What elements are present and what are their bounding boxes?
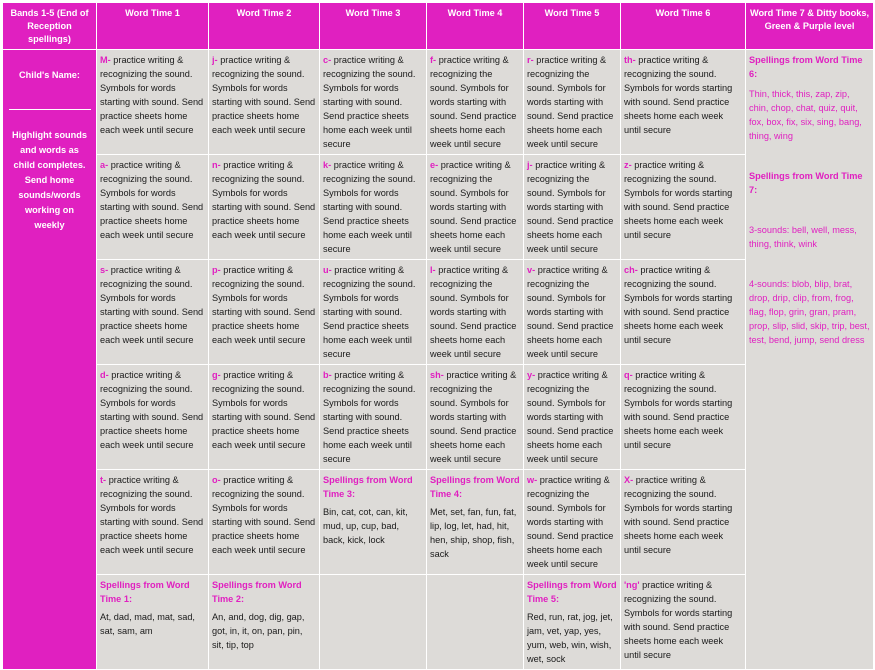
table-cell <box>427 575 524 670</box>
table-cell <box>524 575 621 670</box>
wt6-spellings-words: Thin, thick, this, zap, zip, chin, chop, chat, quiz, quit, fox, box, fix, six, sing, bang, thing, wing <box>749 89 862 141</box>
table-cell <box>524 260 621 365</box>
sound-instructions: practice writing & recognizing the sound. Symbols for words starting with sound. Send practice sheets home each week until secure <box>100 265 204 345</box>
table-cell <box>427 365 524 470</box>
table-row <box>3 155 874 260</box>
header-word-time-5: Word Time 5 <box>524 3 621 50</box>
sound-lead: f- <box>430 55 437 65</box>
sound-lead: ch- <box>624 265 638 275</box>
sound-instructions: practice writing & recognizing the sound. Symbols for words starting with sound. Send practice sheets home each week until secure <box>527 370 614 464</box>
header-word-time-3: Word Time 3 <box>320 3 427 50</box>
sound-lead: o- <box>212 475 221 485</box>
spellings-words: Bin, cat, cot, can, kit, mud, up, cup, bad, back, kick, lock <box>323 507 408 545</box>
sound-instructions: practice writing & recognizing the sound. Symbols for words starting with sound. Send practice sheets home each week until secure <box>624 160 733 240</box>
sound-instructions: practice writing & recognizing the sound. Symbols for words starting with sound. Send practice sheets home each week until secure <box>624 475 733 555</box>
sound-instructions: practice writing & recognizing the sound. Symbols for words starting with sound. Send practice sheets home each week until secure <box>527 160 614 254</box>
spellings-words: Red, run, rat, jog, jet, jam, vet, yap, yes, yum, web, win, wish, wet, sock <box>527 612 613 664</box>
sound-lead: l- <box>430 265 436 275</box>
sound-lead: v- <box>527 265 536 275</box>
sound-instructions: practice writing & recognizing the sound. Symbols for words starting with sound. Send practice sheets home each week until secure <box>323 265 416 359</box>
sound-lead: n- <box>212 160 221 170</box>
table-row <box>3 470 874 575</box>
instructions-text: Highlight sounds and words as child completes. Send home sounds/words working on weekly <box>11 130 88 230</box>
table-cell <box>209 50 320 155</box>
sound-instructions: practice writing & recognizing the sound. Symbols for words starting with sound. Send practice sheets home each week until secure <box>323 160 416 254</box>
sound-instructions: practice writing & recognizing the sound. Symbols for words starting with sound. Send practice sheets home each week until secure <box>212 55 316 135</box>
sound-lead: z- <box>624 160 632 170</box>
table-cell <box>524 155 621 260</box>
header-word-time-2: Word Time 2 <box>209 3 320 50</box>
sound-lead: j- <box>527 160 533 170</box>
table-cell <box>209 365 320 470</box>
sound-instructions: practice writing & recognizing the sound. Symbols for words starting with sound. Send practice sheets home each week until secure <box>430 55 517 149</box>
header-word-time-4: Word Time 4 <box>427 3 524 50</box>
spellings-title: Spellings from Word Time 4: <box>430 475 520 499</box>
table-cell <box>524 470 621 575</box>
table-cell <box>320 155 427 260</box>
sound-instructions: practice writing & recognizing the sound. Symbols for words starting with sound. Send practice sheets home each week until secure <box>430 370 517 464</box>
sound-lead: q- <box>624 370 633 380</box>
table-cell <box>427 260 524 365</box>
sound-lead: c- <box>323 55 332 65</box>
spellings-words: An, and, dog, dig, gap, got, in, it, on, pan, pin, sit, tip, top <box>212 612 305 650</box>
sound-instructions: practice writing & recognizing the sound. Symbols for words starting with sound. Send practice sheets home each week until secure <box>212 370 316 450</box>
four-sounds-words: 4-sounds: blob, blip, brat, drop, drip, clip, from, frog, flag, flop, grin, gran, pram, prop, slip, slid, skip, trip, best, test, bend, jump, send dress <box>749 279 870 345</box>
sound-instructions: practice writing & recognizing the sound. Symbols for words starting with sound. Send practice sheets home each week until secure <box>527 475 614 569</box>
sound-lead: g- <box>212 370 221 380</box>
sound-instructions: practice writing & recognizing the sound. Symbols for words starting with sound. Send practice sheets home each week until secure <box>430 265 517 359</box>
three-sounds-words: 3-sounds: bell, well, mess, thing, think, wink <box>749 225 857 249</box>
sound-instructions: practice writing & recognizing the sound. Symbols for words starting with sound. Send practice sheets home each week until secure <box>430 160 517 254</box>
child-info-column <box>3 50 97 670</box>
sound-lead: p- <box>212 265 221 275</box>
table-cell <box>209 575 320 670</box>
sound-instructions: practice writing & recognizing the sound. Symbols for words starting with sound. Send practice sheets home each week until secure <box>212 160 316 240</box>
sound-instructions: practice writing & recognizing the sound. Symbols for words starting with sound. Send practice sheets home each week until secure <box>212 265 316 345</box>
header-word-time-6: Word Time 6 <box>621 3 746 50</box>
sound-lead: X- <box>624 475 634 485</box>
sound-lead: th- <box>624 55 636 65</box>
table-cell <box>427 155 524 260</box>
wt7-spellings-title: Spellings from Word Time 7: <box>749 171 863 195</box>
spellings-title: Spellings from Word Time 2: <box>212 580 302 604</box>
sound-lead: y- <box>527 370 536 380</box>
sound-lead: 'ng' <box>624 580 640 590</box>
table-cell <box>621 155 746 260</box>
table-cell <box>427 470 524 575</box>
table-row <box>3 260 874 365</box>
table-cell <box>320 575 427 670</box>
header-row <box>3 3 874 50</box>
sound-instructions: practice writing & recognizing the sound. Symbols for words starting with sound. Send practice sheets home each week until secure <box>212 475 316 555</box>
table-cell <box>97 155 209 260</box>
sound-instructions: practice writing & recognizing the sound. Symbols for words starting with sound. Send practice sheets home each week until secure <box>527 265 614 359</box>
table-cell <box>621 365 746 470</box>
sound-lead: j- <box>212 55 218 65</box>
sound-lead: e- <box>430 160 439 170</box>
sound-instructions: practice writing & recognizing the sound. Symbols for words starting with sound. Send practice sheets home each week until secure <box>100 160 204 240</box>
sound-lead: sh- <box>430 370 444 380</box>
sound-instructions: practice writing & recognizing the sound. Symbols for words starting with sound. Send practice sheets home each week until secure <box>624 55 733 135</box>
childs-name-label: Child's Name: <box>19 70 80 80</box>
table-row <box>3 365 874 470</box>
spellings-title: Spellings from Word Time 5: <box>527 580 617 604</box>
sound-instructions: practice writing & recognizing the sound. Symbols for words starting with sound. Send practice sheets home each week until secure <box>624 265 733 345</box>
sound-lead: s- <box>100 265 109 275</box>
header-word-time-7: Word Time 7 & Ditty books, Green & Purple level <box>746 3 874 50</box>
sound-lead: b- <box>323 370 332 380</box>
sound-instructions: practice writing & recognizing the sound. Symbols for words starting with sound. Send practice sheets home each week until secure <box>323 55 416 149</box>
sound-lead: t- <box>100 475 107 485</box>
table-row <box>3 575 874 670</box>
table-cell <box>209 470 320 575</box>
table-cell <box>97 575 209 670</box>
sound-lead: M- <box>100 55 111 65</box>
spellings-table <box>2 2 874 670</box>
sound-instructions: practice writing & recognizing the sound. Symbols for words starting with sound. Send practice sheets home each week until secure <box>624 580 733 660</box>
sound-instructions: practice writing & recognizing the sound. Symbols for words starting with sound. Send practice sheets home each week until secure <box>527 55 614 149</box>
table-cell <box>621 575 746 670</box>
sound-instructions: practice writing & recognizing the sound. Symbols for words starting with sound. Send practice sheets home each week until secure <box>323 370 416 464</box>
table-cell <box>621 50 746 155</box>
table-cell <box>621 470 746 575</box>
sound-lead: d- <box>100 370 109 380</box>
table-cell <box>209 260 320 365</box>
sound-instructions: practice writing & recognizing the sound. Symbols for words starting with sound. Send practice sheets home each week until secure <box>100 370 204 450</box>
word-time-7-column <box>746 50 874 670</box>
spellings-words: Met, set, fan, fun, fat, lip, log, let, had, hit, hen, ship, shop, fish, sack <box>430 507 517 559</box>
sound-instructions: practice writing & recognizing the sound. Symbols for words starting with sound. Send practice sheets home each week until secure <box>100 475 204 555</box>
sound-lead: a- <box>100 160 109 170</box>
header-word-time-1: Word Time 1 <box>97 3 209 50</box>
sound-lead: r- <box>527 55 534 65</box>
table-cell <box>320 260 427 365</box>
spellings-title: Spellings from Word Time 3: <box>323 475 413 499</box>
table-cell <box>320 470 427 575</box>
table-cell <box>320 50 427 155</box>
table-cell <box>97 365 209 470</box>
table-cell <box>524 365 621 470</box>
table-cell <box>320 365 427 470</box>
table-cell <box>97 50 209 155</box>
table-cell <box>621 260 746 365</box>
table-cell <box>524 50 621 155</box>
header-bands: Bands 1-5 (End of Reception spellings) <box>3 3 97 50</box>
table-cell <box>209 155 320 260</box>
sound-lead: u- <box>323 265 332 275</box>
table-cell <box>97 260 209 365</box>
childs-name-blank <box>9 97 91 110</box>
table-cell <box>97 470 209 575</box>
table-cell <box>427 50 524 155</box>
sound-instructions: practice writing & recognizing the sound. Symbols for words starting with sound. Send practice sheets home each week until secure <box>624 370 733 450</box>
sound-instructions: practice writing & recognizing the sound. Symbols for words starting with sound. Send practice sheets home each week until secure <box>100 55 204 135</box>
sound-lead: k- <box>323 160 332 170</box>
spellings-title: Spellings from Word Time 1: <box>100 580 190 604</box>
spellings-words: At, dad, mad, mat, sad, sat, sam, am <box>100 612 195 636</box>
wt6-spellings-title: Spellings from Word Time 6: <box>749 55 863 79</box>
table-row <box>3 50 874 155</box>
sound-lead: w- <box>527 475 538 485</box>
